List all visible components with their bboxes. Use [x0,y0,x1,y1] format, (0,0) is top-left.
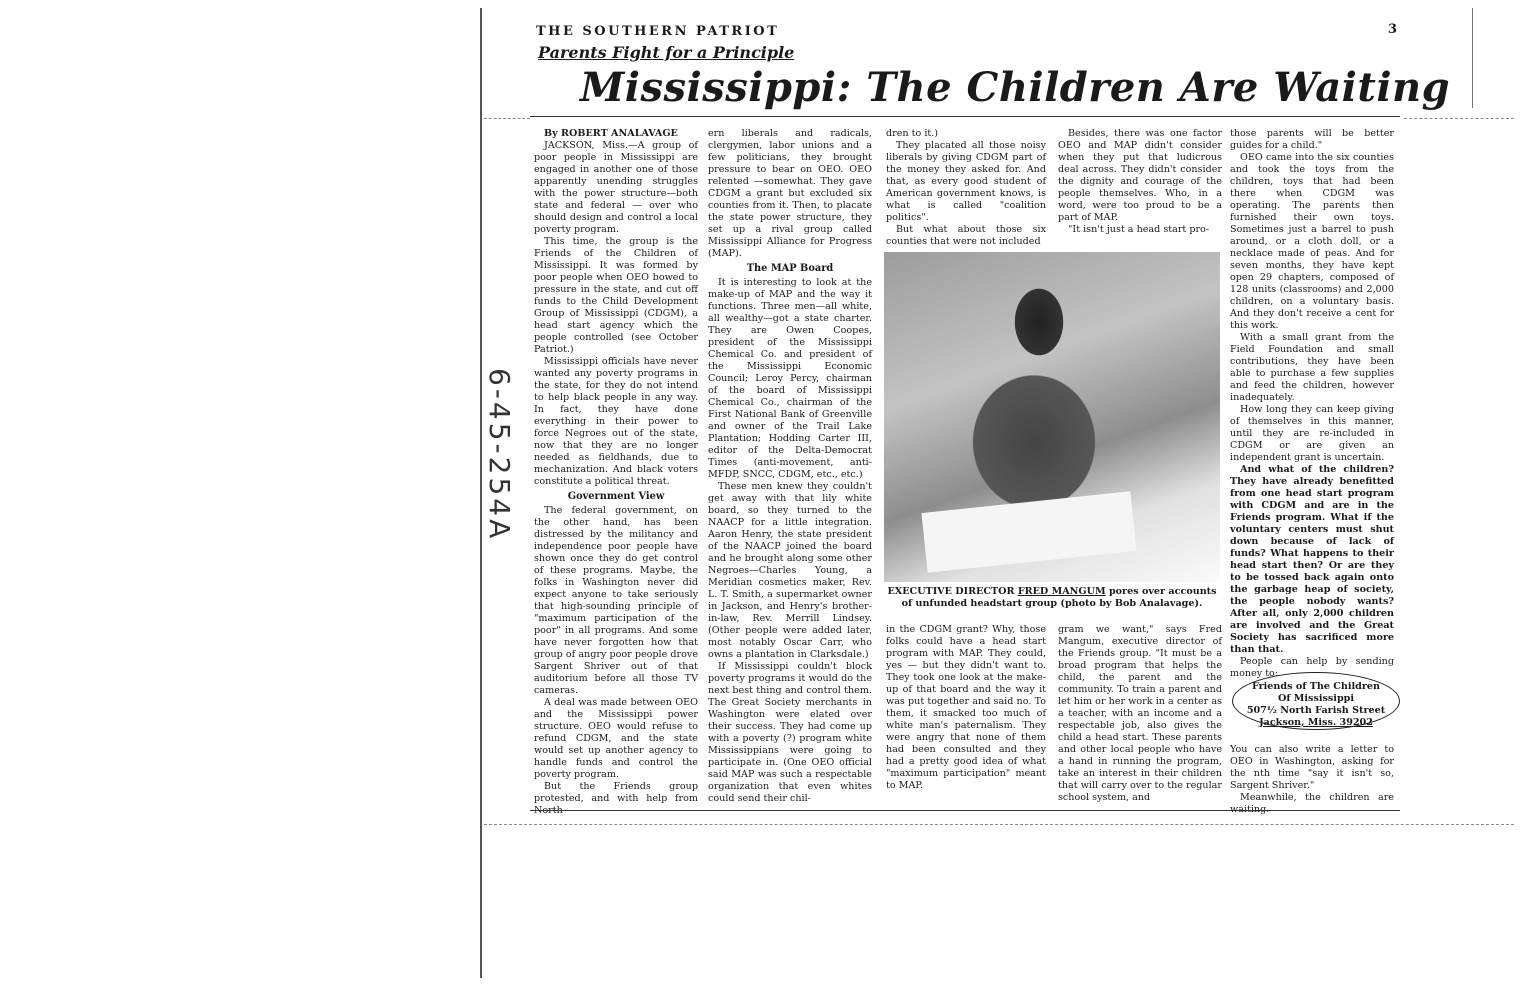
byline: By ROBERT ANALAVAGE [544,128,678,139]
paragraph: dren to it.) [886,128,939,139]
paragraph: How long they can keep giving of themselves in this manner, until they are re-included in CDGM or are given an independent grant is uncertain. [1230,404,1394,463]
paragraph: It is interesting to look at the make-up of MAP and the way it functions. Three men—all white, all wealthy—got a state charter. They are Owen Coopes, president of the Mississippi Chemical Co. and president of the Mississippi Economic Council; Leroy Percy, chairman of the board of Mississippi Chemical Co., chairman of the First National Bank of Greenville and owner of the Trail Lake Plantation; Hodding Carter III, editor of the Delta-Democrat Times (anti-movement, anti-MFDP, SNCC, CDGM, etc., etc.) [708,277,872,480]
article-column-3-top [886,128,1046,248]
photo-caption [884,586,1220,610]
article-column-4-top [1058,128,1222,236]
paragraph: A deal was made between OEO and the Mississippi power structure. OEO would refuse to refund CDGM, and the state would set up another agency to handle funds and control the poverty program. [534,697,698,780]
kicker: Parents Fight for a Principle [538,43,795,62]
caption-part-1: EXECUTIVE DIRECTOR [887,586,1018,597]
paragraph: those parents will be better guides for a child." [1230,128,1394,151]
paragraph: OEO came into the six counties and took the toys from the children, toys that had been there when CDGM was operating. The parents then furnished their own toys. Sometimes just a barrel to push around, or a cloth doll, or a necklace made of peas. And for seven months, they have kept open 29 chapters, composed of 128 units (classrooms) and 2,000 children, on a voluntary basis. And they don't receive a cent for this work. [1230,152,1394,331]
photo-paper-detail [921,491,1136,573]
address-line: Of Mississippi [1277,693,1355,704]
article-column-2 [708,128,872,805]
headline: Mississippi: The Children Are Waiting [580,64,1451,111]
address-line: Friends of The Children [1251,681,1381,692]
scan-border-left [480,8,482,978]
article-column-3-bottom [886,624,1046,792]
paragraph: "It isn't just a head start pro- [1068,224,1210,235]
paragraph: ern liberals and radicals, clergymen, labor unions and a few politicians, they brought pressure to bear on OEO. OEO relented —somewhat. They gave CDGM a grant but excluded six counties from it. Then, to placate the state power structure, they set up a rival group called Mississippi Alliance for Progress (MAP). [708,128,872,259]
rule-top [530,116,1400,117]
article-column-1 [534,128,698,817]
page-number: 3 [1388,22,1398,37]
address-line: Jackson, Miss. 39202 [1259,717,1373,728]
subheading: Government View [567,491,665,502]
address-line: 507½ North Farish Street [1246,705,1386,716]
rule-bottom [530,810,1400,811]
paragraph: Meanwhile, the children are [1240,792,1394,803]
paragraph: This time, the group is the Friends of the Children of Mississippi. It was formed by poor people when OEO bowed to pressure in the state, and cut off funds to the Child Development Group of Mississippi (CDGM), a head start agency which the people controlled (see October Patriot.) [534,236,698,355]
scan-dash [484,118,530,119]
article-column-4-bottom [1058,624,1222,804]
paragraph: But the Friends group protested, and with help from [534,781,698,804]
scan-dash [484,824,1514,825]
paragraph: People can help by sending money to: [1230,656,1394,679]
paragraph: With a small grant from the Field Foundation and small contributions, they have been able to purchase a few supplies and feed the children, however inadequately. [1230,332,1394,403]
scan-dash [1404,118,1514,119]
paragraph: These men knew they couldn't get away with that lily white board, so they turned to the NAACP for a little integration. Aaron Henry, the state president of the NAACP joined the board and he brought along some other Negroes—Charles Young, a Meridian cosmetics maker, Rev. L. T. Smith, a supermarket owner in Jackson, and Henry's brother-in-law, Rev. Merrill Lindsey. (Other people were added later, most notably Oscar Carr, who owns a plantation in Clarksdale.) [708,481,872,660]
paragraph: JACKSON, Miss.—A group of poor people in Mississippi are engaged in another one of those apparently unending struggles with the power structure—both state and federal — over who should design and control a local poverty program. [534,140,698,235]
margin-note-text: 6-45-254A [483,368,516,542]
scan-border-right [1472,8,1473,108]
paragraph: And what of the children? They have already benefitted from one head start program with CDGM and are in the Friends program. What if the voluntary centers must shut down because of lack of funds? What happens to their head start then? Or are they to be tossed back again onto the garbage heap of society, the people nobody wants? After all, only 2,000 children are involved and the Great Society has sacrificed more than that. [1230,464,1394,655]
paragraph: They placated all those noisy liberals by giving CDGM part of the money they asked for. And that, as every good student of American government knows, is what is called "coalition politics". [886,140,1046,223]
subheading: The MAP Board [746,263,834,274]
margin-note [483,368,526,542]
paragraph: If Mississippi couldn't block poverty programs it would do the next best thing and control them. The Great Society merchants in Washington were elated over their success. They had come up with a poverty (?) program white Mississippians were going to participate in. (One OEO official said MAP was such a respectable organization that even whites could send their chil- [708,661,872,804]
caption-name: FRED MANGUM [1017,586,1106,597]
paragraph: The federal government, on the other hand, has been distressed by the militancy and independence poor people have shown once they do get control of these programs. Maybe, the folks in Washington never did expect anyone to take seriously that high-sounding principle of "maximum participation of the poor" in all programs. And some have never forgotten how that group of angry poor people drove Sargent Shriver out of that auditorium before all those TV cameras. [534,505,698,696]
paragraph: gram we want," says Fred Mangum, executive director of the Friends group. "It must be a broad program that helps the child, the parent and the community. To train a parent and let him or her work in a center as a teacher, with an income and a respectable job, also gives the child a head start. These parents and other local people who have a hand in running the program, take an interest in their children that will carry over to the regular school system, and [1058,624,1222,803]
caption-part-2: pores over accounts of unfunded headstart group (photo by Bob Analavage). [901,586,1217,609]
paragraph: You can also write a letter to OEO in Washington, asking for the nth time "say it isn't so, Sargent Shriver." [1230,744,1394,791]
paragraph: Mississippi officials have never wanted any poverty programs in the state, for they do not intend to help black people in any way. In fact, they have done everything in their power to force Negroes out of the state, now that they are no longer needed as fieldhands, due to mechanization. And black voters constitute a political threat. [534,356,698,487]
paragraph: in the CDGM grant? Why, those folks could have a head start program with MAP. They could, yes — but they didn't want to. They took one look at the make-up of that board and the way it was put together and said no. To them, it smacked too much of white man's paternalism. They were angry that none of them had been consulted and they had a pretty good idea of what "maximum participation" meant to MAP. [886,624,1046,791]
masthead: THE SOUTHERN PATRIOT [536,24,780,39]
donation-address [1232,672,1400,730]
paragraph: Besides, there was one factor OEO and MAP didn't consider when they put that ludicrous deal across. They didn't consider the dignity and courage of the people themselves. Who, in a word, were too proud to be a part of MAP. [1058,128,1222,223]
paragraph: But what about those six counties that were not included [886,224,1046,247]
news-photo [884,252,1220,582]
